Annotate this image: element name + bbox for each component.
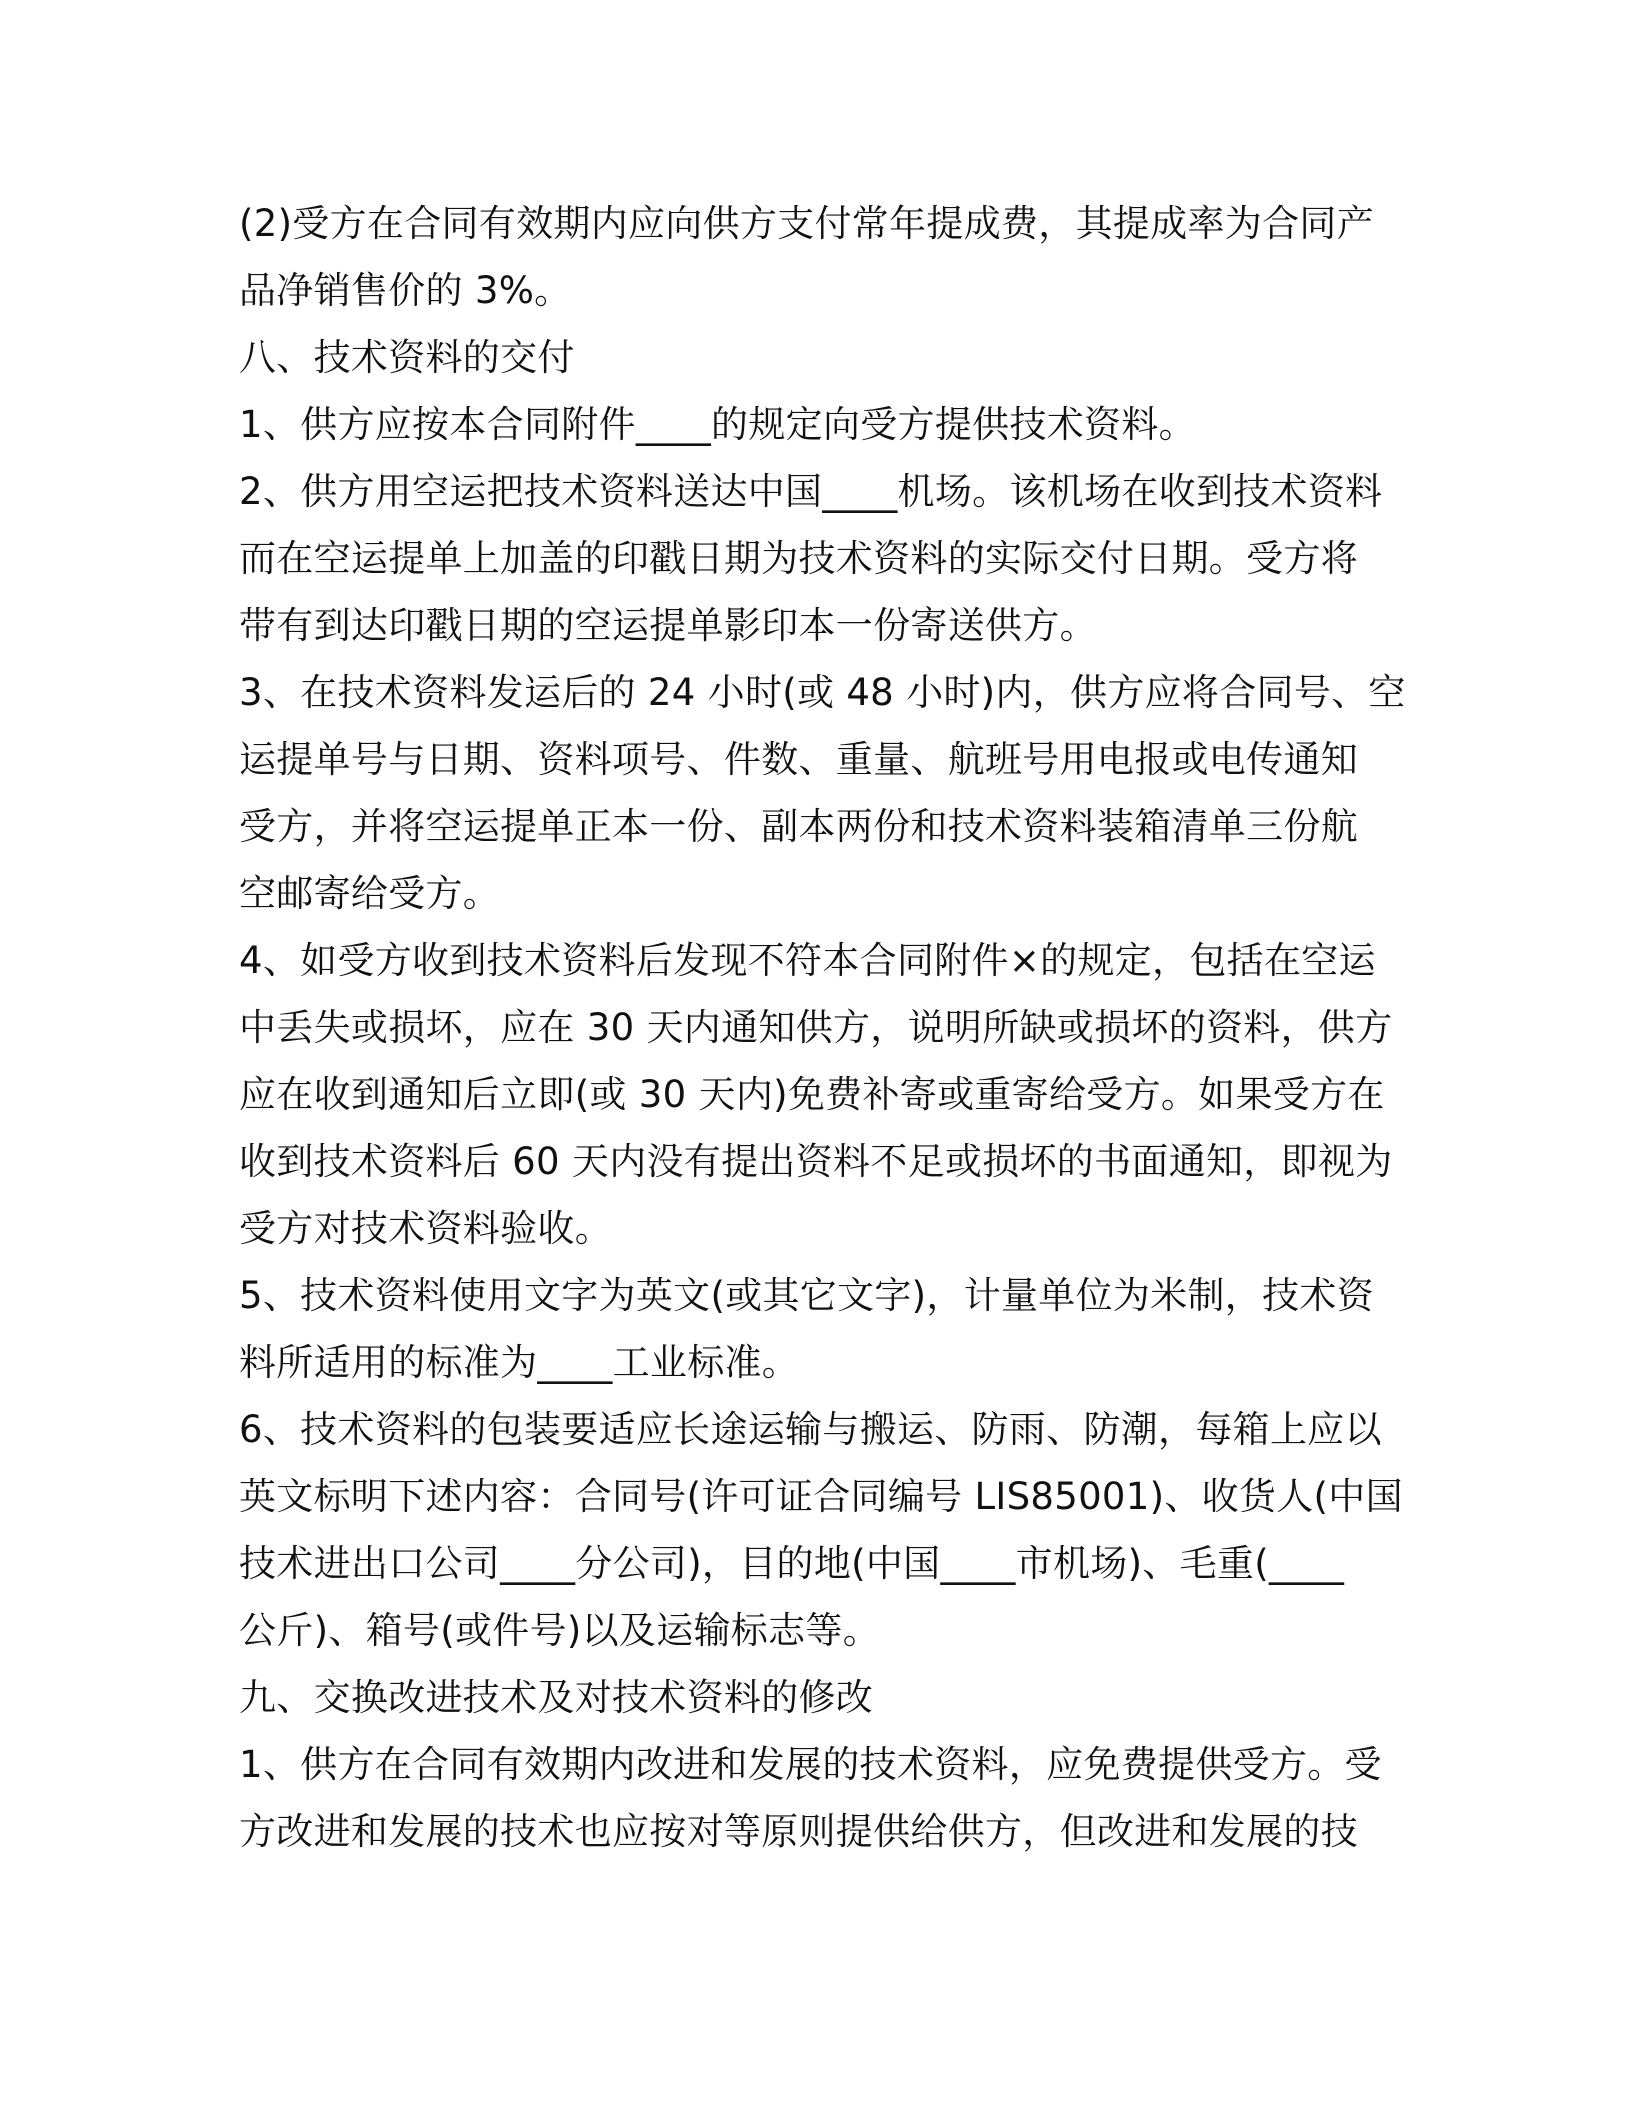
section-heading-9: 九、交换改进技术及对技术资料的修改 [239, 1676, 874, 1719]
text-line-9: 运提单号与日期、资料项号、件数、重量、航班号用电报或电传通知 [239, 738, 1358, 781]
text-line-7: 带有到达印戳日期的空运提单影印本一份寄送供方。 [239, 604, 1097, 647]
text-line-22: 公斤)、箱号(或件号)以及运输标志等。 [239, 1609, 881, 1652]
text-line-21: 技术进出口公司____分公司)，目的地(中国____市机场)、毛重(____ [239, 1542, 1345, 1585]
text-line-10: 受方，并将空运提单正本一份、副本两份和技术资料装箱清单三份航 [239, 805, 1358, 848]
text-line-11: 空邮寄给受方。 [239, 872, 501, 915]
text-line-4: 1、供方应按本合同附件____的规定向受方提供技术资料。 [239, 403, 1196, 446]
text-line-6: 而在空运提单上加盖的印戳日期为技术资料的实际交付日期。受方将 [239, 537, 1358, 580]
text-line-17: 5、技术资料使用文字为英文(或其它文字)，计量单位为米制，技术资 [239, 1274, 1375, 1317]
text-line-20: 英文标明下述内容：合同号(许可证合同编号 LIS85001)、收货人(中国 [239, 1475, 1403, 1518]
text-line-8: 3、在技术资料发运后的 24 小时(或 48 小时)内，供方应将合同号、空 [239, 671, 1406, 714]
text-line-24: 1、供方在合同有效期内改进和发展的技术资料，应免费提供受方。受 [239, 1743, 1382, 1786]
document-body [239, 190, 1406, 1865]
text-line-19: 6、技术资料的包装要适应长途运输与搬运、防雨、防潮，每箱上应以 [239, 1408, 1382, 1451]
text-line-15: 收到技术资料后 60 天内没有提出资料不足或损坏的书面通知，即视为 [239, 1140, 1393, 1183]
text-line-1: (2)受方在合同有效期内应向供方支付常年提成费，其提成率为合同产 [239, 202, 1375, 245]
section-heading-8: 八、技术资料的交付 [239, 336, 575, 379]
text-line-16: 受方对技术资料验收。 [239, 1207, 612, 1250]
text-line-14: 应在收到通知后立即(或 30 天内)免费补寄或重寄给受方。如果受方在 [239, 1073, 1385, 1116]
text-line-25: 方改进和发展的技术也应按对等原则提供给供方，但改进和发展的技 [239, 1810, 1358, 1853]
text-line-18: 料所适用的标准为____工业标准。 [239, 1341, 800, 1384]
text-line-2: 品净销售价的 3%。 [239, 269, 572, 312]
text-line-12: 4、如受方收到技术资料后发现不符本合同附件×的规定，包括在空运 [239, 939, 1376, 982]
text-line-13: 中丢失或损坏，应在 30 天内通知供方，说明所缺或损坏的资料，供方 [239, 1006, 1393, 1049]
text-line-5: 2、供方用空运把技术资料送达中国____机场。该机场在收到技术资料 [239, 470, 1383, 513]
